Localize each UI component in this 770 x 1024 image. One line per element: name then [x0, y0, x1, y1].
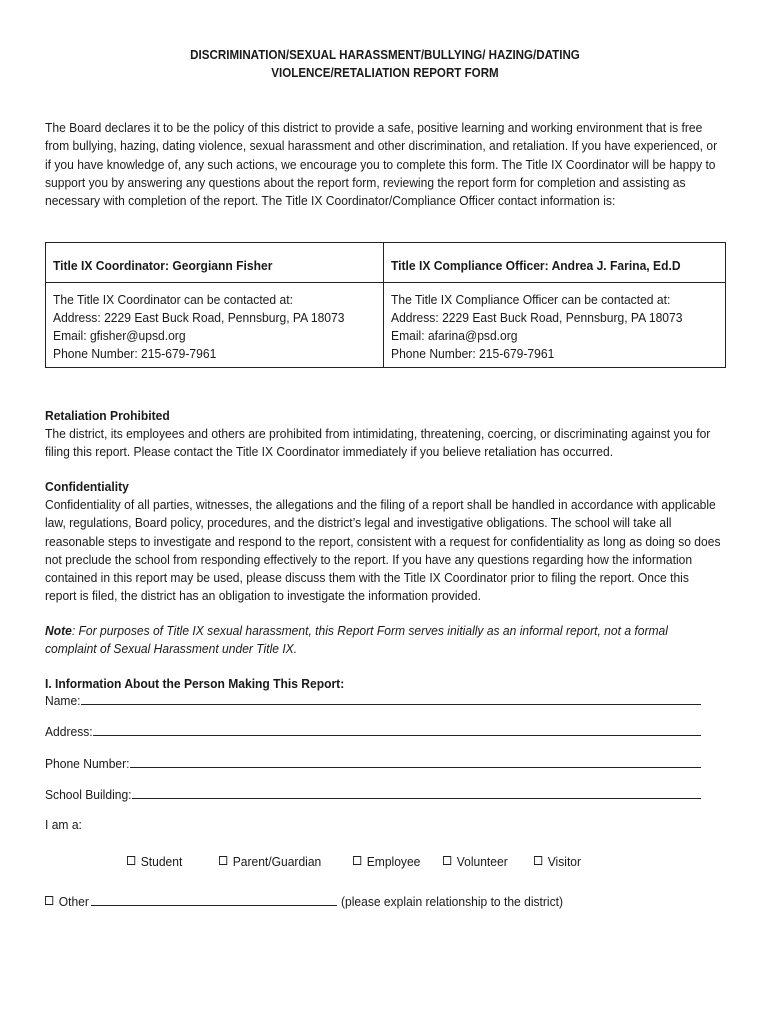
volunteer-checkbox[interactable] — [443, 856, 451, 865]
confidentiality-heading: Confidentiality — [45, 479, 129, 494]
compliance-officer-heading: Title IX Compliance Officer: Andrea J. Farina, Ed.D — [391, 258, 681, 273]
confidentiality-section — [45, 478, 722, 605]
confidentiality-text: Confidentiality of all parties, witnesses, the allegations and the filing of a report shall be handled in accordance with applicable law, regulations, Board policy, procedures, and the district’s legal and investigative obligations. The school will take all reasonable steps to investigate and respond to the report, consistent with a request for confidentiality as long as doing so does not preclude the school from responding effectively to the report. If you have any questions regarding how the information contained in this report may be used, please discuss them with the Title IX Coordinator prior to filing the report. Once this report is filed, the district has an obligation to investigate the information provided. — [45, 497, 721, 604]
option-employee[interactable] — [353, 853, 420, 871]
note-text: : For purposes of Title IX sexual harassment, this Report Form serves initially as an informal report, not a formal complaint of Sexual Harassment under Title IX. — [45, 623, 668, 657]
retaliation-section — [45, 407, 722, 462]
reporter-section-heading: I. Information About the Person Making This Report: — [45, 676, 345, 691]
employee-checkbox[interactable] — [353, 856, 361, 865]
coordinator-contact-intro: The Title IX Coordinator can be contacted at: — [53, 292, 293, 307]
student-checkbox[interactable] — [127, 856, 135, 865]
retaliation-heading: Retaliation Prohibited — [45, 408, 170, 423]
school-building-field[interactable] — [45, 786, 701, 804]
compliance-officer-contact-intro: The Title IX Compliance Officer can be contacted at: — [391, 292, 671, 307]
note-paragraph — [45, 622, 722, 658]
phone-field[interactable] — [45, 755, 701, 773]
coordinator-heading-cell — [46, 243, 383, 283]
employee-label: Employee — [366, 854, 421, 869]
visitor-label: Visitor — [547, 854, 582, 869]
coordinator-address: Address: 2229 East Buck Road, Pennsburg, PA 18073 — [53, 310, 345, 325]
volunteer-label: Volunteer — [456, 854, 508, 869]
intro-paragraph: The Board declares it to be the policy of this district to provide a safe, positive learning and working environment that is free from bullying, hazing, dating violence, sexual harassment and other discrimination, and retaliation. If you have experienced, or if you have knowledge of, any such actions, we encourage you to complete this form. The Title IX Coordinator will be happy to support you by answering any questions about the report form, reviewing the report form for completion and assisting as necessary with completion of the report. The Title IX Coordinator/Compliance Officer contact information is: — [45, 120, 718, 209]
address-input-line[interactable] — [93, 723, 701, 736]
option-parent-guardian[interactable] — [219, 853, 321, 871]
contact-table — [45, 242, 726, 368]
student-label: Student — [140, 854, 183, 869]
form-title-line-2: VIOLENCE/RETALIATION REPORT FORM — [271, 66, 499, 80]
other-checkbox[interactable] — [45, 896, 53, 905]
visitor-checkbox[interactable] — [534, 856, 542, 865]
role-label: I am a: — [45, 817, 82, 832]
form-title-line-1: DISCRIMINATION/SEXUAL HARASSMENT/BULLYING/ HAZING/DATING — [190, 48, 580, 62]
coordinator-heading: Title IX Coordinator: Georgiann Fisher — [53, 258, 273, 273]
coordinator-column — [46, 243, 384, 367]
phone-input-line[interactable] — [130, 755, 701, 768]
address-field[interactable] — [45, 723, 701, 741]
compliance-officer-phone: Phone Number: 215-679-7961 — [391, 346, 555, 361]
other-label: Other — [58, 894, 89, 909]
school-building-label: School Building: — [45, 787, 132, 802]
parent-guardian-checkbox[interactable] — [219, 856, 227, 865]
parent-guardian-label: Parent/Guardian — [232, 854, 322, 869]
coordinator-details — [53, 291, 344, 363]
other-label-group — [45, 893, 89, 911]
retaliation-text: The district, its employees and others are prohibited from intimidating, threatening, coercing, or discriminating against you for filing this report. Please contact the Title IX Coordinator immediately if you believe retaliation has occurred. — [45, 426, 711, 460]
school-building-input-line[interactable] — [132, 786, 701, 799]
option-visitor[interactable] — [534, 853, 581, 871]
note-label: Note — [45, 623, 72, 638]
option-other[interactable] — [45, 893, 584, 911]
option-student[interactable] — [127, 853, 182, 871]
other-input-line[interactable] — [91, 893, 337, 906]
compliance-officer-email: Email: afarina@psd.org — [391, 328, 518, 343]
compliance-officer-address: Address: 2229 East Buck Road, Pennsburg, PA 18073 — [391, 310, 683, 325]
form-title — [72, 46, 698, 82]
name-input-line[interactable] — [81, 692, 701, 705]
coordinator-email: Email: gfisher@upsd.org — [53, 328, 186, 343]
name-label: Name: — [45, 693, 81, 708]
other-hint: (please explain relationship to the district) — [340, 894, 564, 909]
compliance-officer-column — [384, 243, 725, 367]
phone-label: Phone Number: — [45, 756, 130, 771]
compliance-officer-details — [391, 291, 682, 363]
compliance-officer-heading-cell — [384, 243, 725, 283]
coordinator-phone: Phone Number: 215-679-7961 — [53, 346, 217, 361]
option-volunteer[interactable] — [443, 853, 508, 871]
address-label: Address: — [45, 724, 93, 739]
name-field[interactable] — [45, 692, 701, 710]
